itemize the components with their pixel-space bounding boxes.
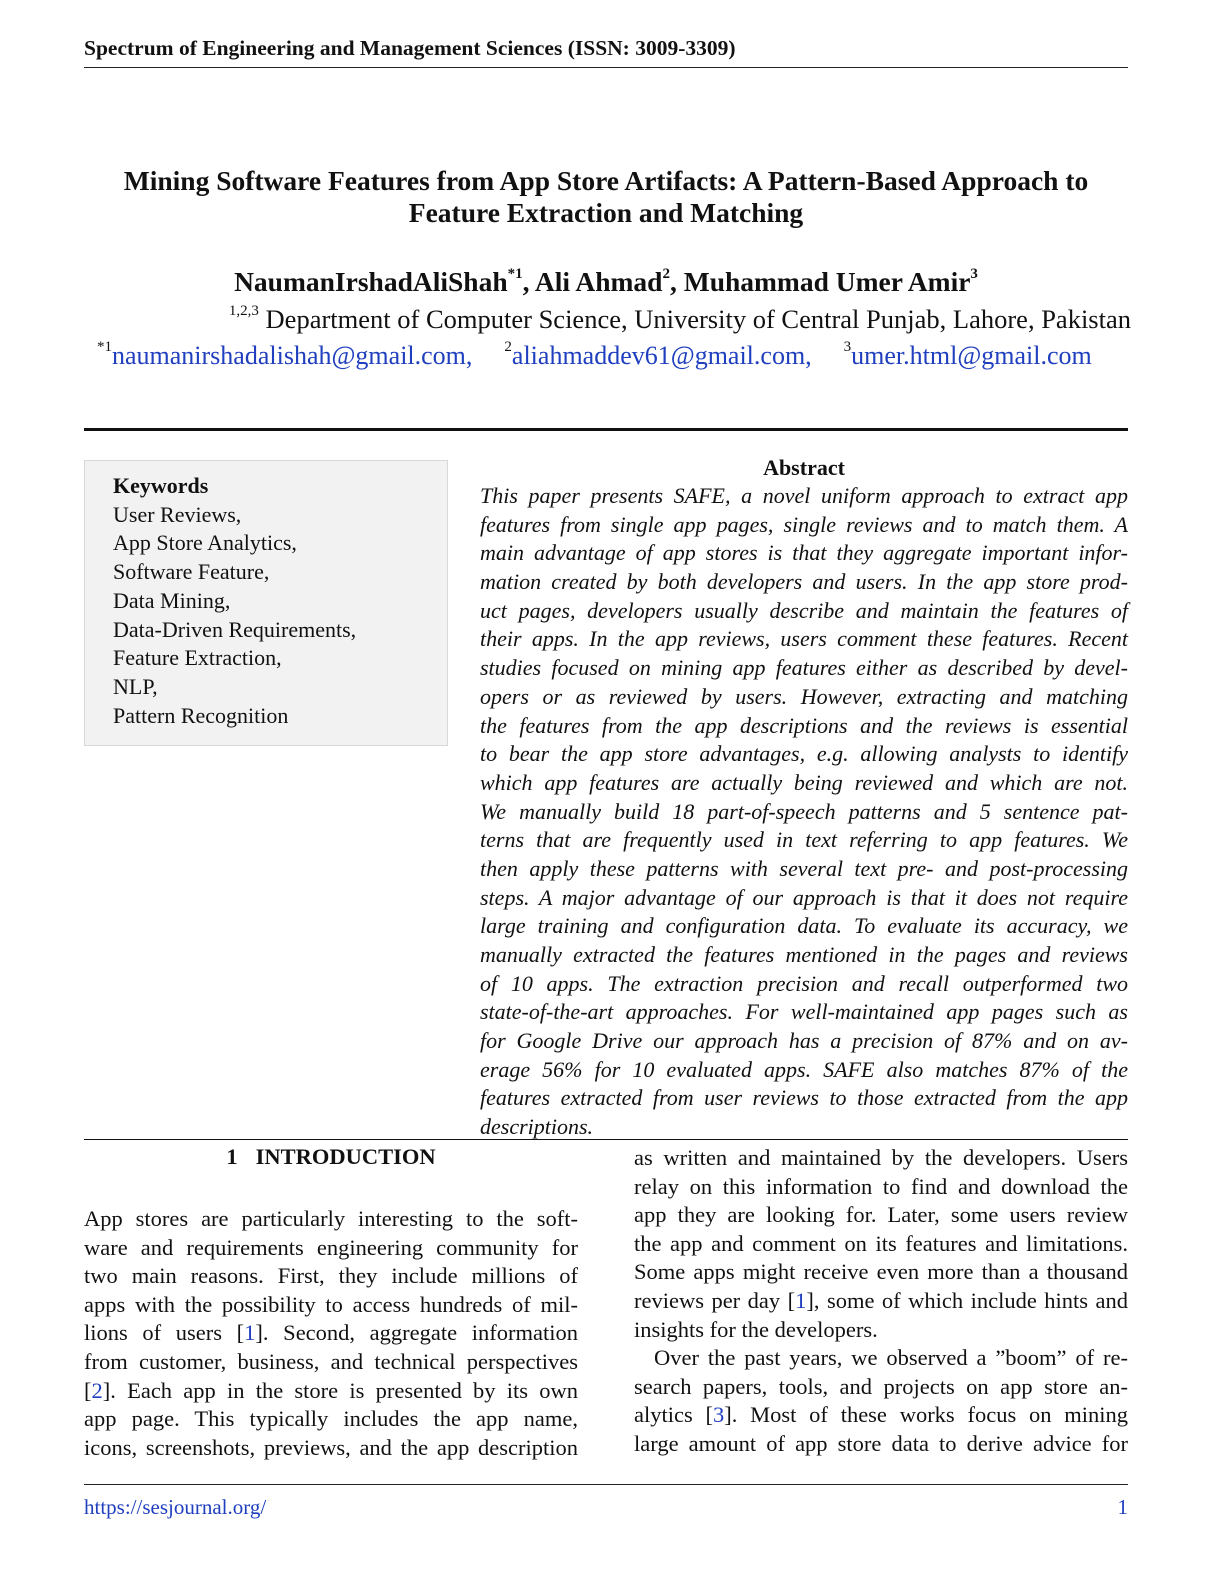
keyword-item: Data Mining, <box>113 587 231 613</box>
intro-right-column <box>634 1144 1128 1459</box>
email-sup: 3 <box>843 339 852 355</box>
footer-divider <box>84 1484 1128 1485</box>
paragraph-line: [2]. Each app in the store is presented by its own <box>84 1377 578 1403</box>
abstract-line: features from single app pages, single reviews and to match them. A <box>480 511 1128 537</box>
abstract-line: the features from the app descriptions and the reviews is essential <box>480 712 1128 738</box>
abstract-line: mation created by both developers and users. In the app store prod- <box>480 569 1128 595</box>
title-line-1: Mining Software Features from App Store Artifacts: A Pattern-Based Approach to <box>123 165 1089 196</box>
author-sup: 2 <box>662 266 670 282</box>
keyword-item: Pattern Recognition <box>113 702 289 728</box>
paragraph-line: alytics [3]. Most of these works focus on mining <box>634 1402 1128 1428</box>
paragraph-line: apps with the possibility to access hundreds of mil- <box>84 1291 578 1317</box>
paragraph-line: app they are looking for. Later, some users review <box>634 1202 1128 1228</box>
page-number: 1 <box>1117 1495 1128 1519</box>
paper-title <box>84 165 1128 229</box>
paragraph-line: Some apps might receive even more than a thousand <box>634 1259 1128 1285</box>
paragraph-line: large amount of app store data to derive advice for <box>634 1430 1128 1456</box>
section-heading <box>84 1144 578 1170</box>
abstract-line: uct pages, developers usually describe and maintain the features of <box>480 597 1128 623</box>
citation-link[interactable]: 1 <box>244 1320 256 1346</box>
paragraph-line: the app and comment on its features and limitations. <box>634 1230 1128 1256</box>
footer-url-link[interactable]: https://sesjournal.org/ <box>84 1495 267 1519</box>
paragraph-line: relay on this information to find and download the <box>634 1173 1128 1199</box>
abstract-divider <box>84 1139 1128 1140</box>
title-line-2: Feature Extraction and Matching <box>408 197 804 228</box>
abstract-line: descriptions. <box>480 1114 594 1140</box>
citation-link[interactable]: 2 <box>91 1377 103 1403</box>
keyword-item: NLP, <box>113 673 158 699</box>
paragraph-line: app page. This typically includes the app name, <box>84 1406 578 1432</box>
abstract-body <box>480 482 1128 1142</box>
citation-link[interactable]: 1 <box>795 1287 807 1313</box>
abstract-line: state-of-the-art approaches. For well-maintained app pages such as <box>480 999 1128 1025</box>
paragraph-line: icons, screenshots, previews, and the app description <box>84 1434 578 1460</box>
abstract-line: terns that are frequently used in text referring to app features. We <box>480 827 1128 853</box>
email-sup: *1 <box>97 339 112 355</box>
keyword-item: Data-Driven Requirements, <box>113 616 357 642</box>
paragraph-line: lions of users [1]. Second, aggregate information <box>84 1320 578 1346</box>
paragraph-line: from customer, business, and technical perspectives <box>84 1348 578 1374</box>
header-divider <box>84 67 1128 68</box>
author-name: Ali Ahmad <box>534 266 663 297</box>
email-link[interactable]: umer.html@gmail.com <box>851 341 1092 370</box>
abstract-line: for Google Drive our approach has a precision of 87% and on av- <box>480 1028 1128 1054</box>
author-list: NaumanIrshadAliShah$^{*1}$, Ali Ahmad$^2$, Muhammad Umer Amir$^3$ <box>234 266 978 297</box>
abstract-line: erage 56% for 10 evaluated apps. SAFE also matches 87% of the <box>480 1056 1128 1082</box>
abstract-line: manually extracted the features mentioned in the pages and reviews <box>480 942 1128 967</box>
abstract-line: studies focused on mining app features either as described by devel- <box>480 655 1128 681</box>
abstract-line: This paper presents SAFE, a novel uniform approach to extract app <box>480 483 1128 508</box>
abstract-line: features extracted from user reviews to those extracted from the app <box>480 1085 1128 1111</box>
paragraph-line: two main reasons. First, they include millions of <box>84 1263 578 1289</box>
email-link[interactable]: naumanirshadalishah@gmail.com, <box>112 341 473 370</box>
abstract-line: large training and configuration data. To evaluate its accuracy, we <box>480 913 1128 939</box>
email-list <box>97 341 1092 371</box>
abstract-line: then apply these patterns with several text pre- and post-processing <box>480 855 1128 881</box>
keywords-box <box>84 460 448 746</box>
keyword-item: User Reviews, <box>113 501 242 527</box>
paragraph-line: search papers, tools, and projects on app store an- <box>634 1373 1128 1399</box>
paragraph-line: App stores are particularly interesting to the soft- <box>84 1206 578 1231</box>
section-number: 1 <box>226 1144 238 1169</box>
abstract-line: which app features are actually being reviewed and which are not. <box>480 769 1128 795</box>
section-title: INTRODUCTION <box>255 1144 436 1169</box>
journal-header: Spectrum of Engineering and Management Sciences (ISSN: 3009-3309) <box>84 36 736 60</box>
keyword-item: Feature Extraction, <box>113 645 282 671</box>
abstract-title: Abstract <box>763 455 845 480</box>
paragraph-line: reviews per day [1], some of which include hints and <box>634 1287 1129 1313</box>
paragraph-line: as written and maintained by the developers. Users <box>634 1145 1128 1170</box>
abstract-line: main advantage of app stores is that they aggregate important infor- <box>480 540 1128 566</box>
paragraph-line: Over the past years, we observed a ”boom” of re- <box>654 1345 1128 1371</box>
author-name: Muhammad Umer Amir <box>683 266 971 297</box>
affiliation-text: Department of Computer Science, University of Central Punjab, Lahore, Pakistan <box>265 304 1131 334</box>
author-sup: 3 <box>970 266 978 282</box>
abstract-line: to bear the app store advantages, e.g. allowing analysts to identify <box>480 741 1128 767</box>
affiliation-sup: 1,2,3 <box>228 303 259 319</box>
author-sup: *1 <box>507 266 523 282</box>
affiliation <box>84 304 1131 335</box>
citation-link[interactable]: 3 <box>713 1402 725 1428</box>
intro-left-column <box>84 1205 578 1462</box>
email-sup: 2 <box>504 339 512 355</box>
keywords-title: Keywords <box>113 473 209 498</box>
email-link[interactable]: aliahmaddev61@gmail.com, <box>511 341 812 370</box>
abstract-line: steps. A major advantage of our approach is that it does not require <box>480 884 1128 910</box>
abstract-line: their apps. In the app reviews, users comment these features. Recent <box>480 626 1128 652</box>
abstract-line: of 10 apps. The extraction precision and recall outperformed two <box>480 970 1128 996</box>
paragraph-line: ware and requirements engineering community for <box>84 1234 578 1260</box>
abstract-line: We manually build 18 part-of-speech patterns and 5 sentence pat- <box>480 798 1128 824</box>
keyword-item: Software Feature, <box>113 559 270 585</box>
abstract-line: opers or as reviewed by users. However, extracting and matching <box>480 683 1128 709</box>
paragraph-line: insights for the developers. <box>634 1316 878 1342</box>
keyword-item: App Store Analytics, <box>113 530 297 556</box>
section-divider <box>84 428 1128 431</box>
author-name: NaumanIrshadAliShah <box>234 266 508 297</box>
